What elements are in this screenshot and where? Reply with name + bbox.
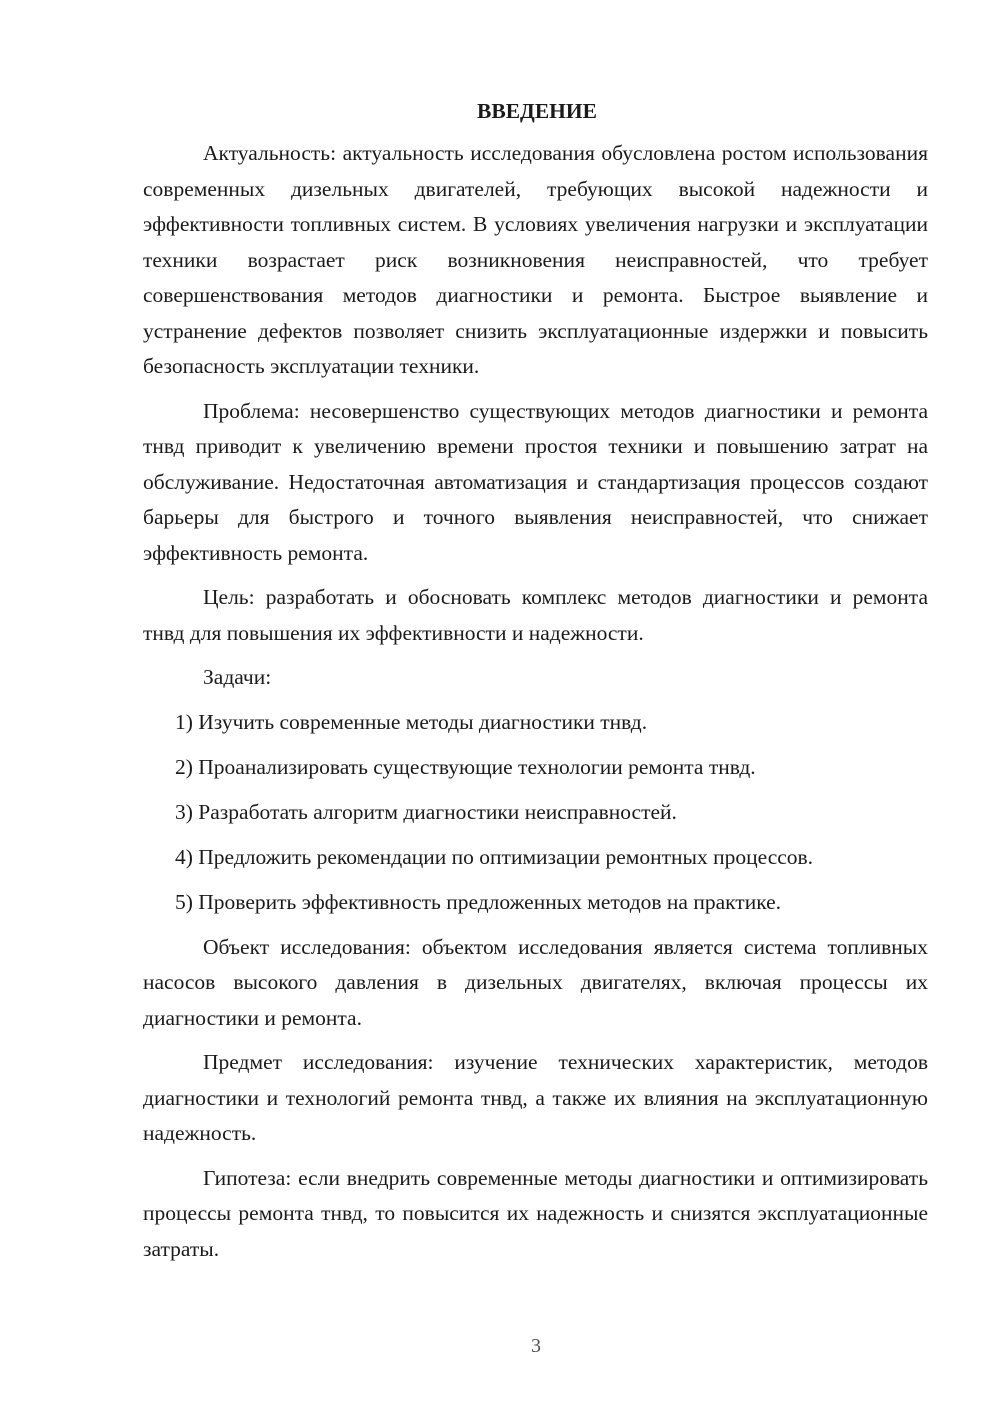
page-number: 3	[531, 1335, 541, 1357]
paragraph-object: Объект исследования: объектом исследования является система топливных насосов высокого давления в дизельных двигателях, включая процессы их диагностики и ремонта.	[143, 934, 928, 1030]
task-item-3: 3) Разработать алгоритм диагностики неисправностей.	[175, 799, 677, 824]
paragraph-subject: Предмет исследования: изучение технических характеристик, методов диагностики и технологий ремонта тнвд, а также их влияния на эксплуатационную надежность.	[143, 1050, 928, 1145]
task-item-4: 4) Предложить рекомендации по оптимизации ремонтных процессов.	[175, 844, 814, 869]
task-item-2: 2) Проанализировать существующие технологии ремонта тнвд.	[175, 754, 756, 779]
tasks-list	[143, 705, 928, 921]
tasks-label: Задачи:	[203, 665, 272, 689]
paragraph-problem: Проблема: несовершенство существующих методов диагностики и ремонта тнвд приводит к увеличению времени простоя техники и повышению затрат на обслуживание. Недостаточная автоматизация и стандартизация процессов создают барьеры для быстрого и точного выявления неисправностей, что снижает эффективность ремонта.	[143, 398, 928, 565]
paragraph-relevance: Актуальность: актуальность исследования обусловлена ростом использования современных дизельных двигателей, требующих высокой надежности и эффективности топливных систем. В условиях увеличения нагрузки и эксплуатации техники возрастает риск возникновения неисправностей, что требует совершенствования методов диагностики и ремонта. Быстрое выявление и устранение дефектов позволяет снизить эксплуатационные издержки и повысить безопасность эксплуатации техники.	[143, 141, 928, 378]
page-content	[143, 96, 928, 1276]
task-item-1: 1) Изучить современные методы диагностики тнвд.	[175, 709, 648, 734]
task-item-5: 5) Проверить эффективность предложенных методов на практике.	[175, 889, 782, 914]
section-heading: ВВЕДЕНИЕ	[477, 99, 597, 123]
paragraph-goal: Цель: разработать и обосновать комплекс методов диагностики и ремонта тнвд для повышения их эффективности и надежности.	[143, 585, 928, 645]
paragraph-hypothesis: Гипотеза: если внедрить современные методы диагностики и оптимизировать процессы ремонта тнвд, то повысится их надежность и снизятся эксплуатационные затраты.	[143, 1165, 928, 1261]
